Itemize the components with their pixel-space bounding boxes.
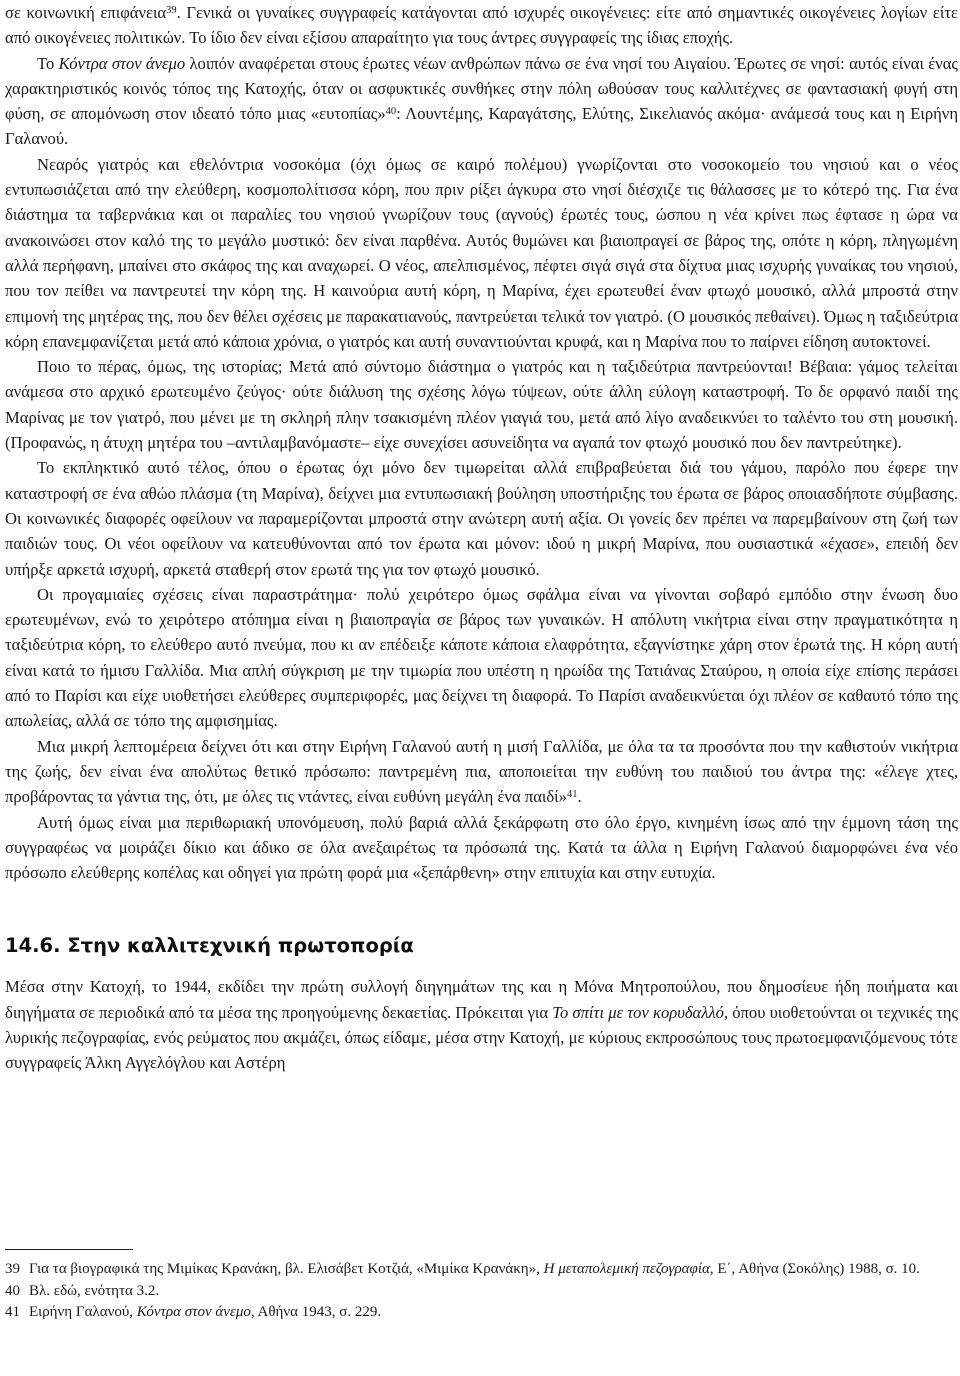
paragraph xyxy=(5,0,958,51)
text-run: , Αθήνα 1943, σ. 229. xyxy=(250,1304,382,1320)
footnote-number: 41 xyxy=(5,1304,20,1320)
footnote-number: 39 xyxy=(5,1261,20,1277)
text-run: Το εκπληκτικό αυτό τέλος, όπου ο έρωτας όχι μόνο δεν τιμωρείται αλλά επιβραβεύεται διά του γάμου, παρόλο που έφερε την καταστροφή σε ένα αθώο πλάσμα (τη Μαρίνα), δείχνει μια εντυπωσιακή βούληση υποστήριξης του έρωτα σε βάρος οποιασδήποτε σύμβασης. Οι κοινωνικές διαφορές οφείλουν να παραμερίζονται μπροστά στην ανώτερη αυτή αξία. Οι γονείς δεν πρέπει να παρεμβαίνουν στη ζωή των παιδιών τους. Οι νέοι οφείλουν να κατευθύνονται από τον έρωτα και μόνον: ιδού η μικρή Μαρίνα, που ουσιαστικά «έχασε», επειδή δεν υπήρξε αρκετά ισχυρή, αρκετά σταθερή στον ερωτά της για τον φτωχό μουσικό. xyxy=(5,458,958,579)
page-body xyxy=(5,0,958,1076)
footnote xyxy=(5,1259,955,1281)
footnote xyxy=(5,1281,955,1303)
section-title: Στην καλλιτεχνική πρωτοπορία xyxy=(67,934,414,958)
italic-text: Κόντρα στον άνεμο xyxy=(58,53,186,73)
text-run: Αυτή όμως είναι μια περιθωριακή υπονόμευση, πολύ βαριά αλλά ξεκάρφωτη στο όλο έργο, κινημένη ίσως από την έμμονη τάση της συγγραφέως να μοιράζει δίκιο και άδικο σε όλα ανεξαιρέτως τα πρόσωπά της. Κατά τα άλλα η Ειρήνη Γαλανού διαμορφώνει ένα νέο πρόσωπο ελεύθερης κοπέλας και οδηγεί για πρώτη φορά μια «ξεπάρθενη» στην επιτυχία και στην ευτυχία. xyxy=(5,812,958,883)
text-run: Νεαρός γιατρός και εθελόντρια νοσοκόμα (όχι όμως σε καιρό πολέμου) γνωρίζονται στο νοσοκομείο του νησιού και ο νέος εντυπωσιάζεται από την ελεύθερη, κοσμοπολίτισσα κόρη, που πριν ρίξει άγκυρα στο νησί διέσχιζε τις θάλασσες με το κότερό της. Για ένα διάστημα τα ταβερνάκια και οι παραλίες του νησιού γνωρίζουν τους (αγνούς) έρωτές τους, ώσπου η νέα κρίνει πως έφτασε η ώρα να ανακοινώσει στον καλό της το μεγάλο μυστικό: δεν είναι παρθένα. Αυτός θυμώνει και βιαιοπραγεί σε βάρος της, οπότε η κόρη, πληγωμένη αλλά περήφανη, μπαίνει στο σκάφος της και αναχωρεί. Ο νέος, απελπισμένος, πέφτει σιγά σιγά στα δίχτυα μιας ισχυρής γυναίκας του νησιού, που τον πείθει να παντρευτεί την κόρη της. Η καινούρια αυτή κόρη, η Μαρίνα, έχει ερωτευθεί έναν φτωχό μουσικό, αλλά μπροστά στην επιμονή της μητέρας της, που δεν θέλει σχέσεις με παρακατιανούς, παντρεύεται τελικά τον γιατρό. (Ο μουσικός πεθαίνει). Όμως η ταξιδεύτρια κόρη επανεμφανίζεται μετά από κάποια χρόνια, ο γιατρός και αυτή συναντιούνται κρυφά, και η Μαρίνα που το παίρνει είδηση αυτοκτονεί. xyxy=(5,154,958,351)
paragraph xyxy=(5,582,958,734)
footnote-ref: 39 xyxy=(166,5,177,16)
paragraph xyxy=(5,734,958,810)
paragraph xyxy=(5,810,958,886)
text-run: σε κοινωνική επιφάνεια xyxy=(5,3,167,22)
section-body-text xyxy=(5,974,958,1075)
paragraph xyxy=(5,974,958,1075)
footnote-list xyxy=(5,1259,955,1324)
text-run: Ποιο το πέρας, όμως, της ιστορίας; Μετά από σύντομο διάστημα ο γιατρός και η ταξιδεύτρια παντρεύονται! Βέβαια: γάμος τελείται ανάμεσα στο αρχικό ερωτευμένο ζεύγος· ούτε διάλυση της σχέσης λόγω τύψεων, ούτε άλλη εύλογη καταστροφή. Το δε ορφανό παιδί της Μαρίνας με τον γιατρό, που μένει με τη σκληρή πλην τσακισμένη πλέον γιαγιά του, μετά από λίγο αναδεικνύει το ταλέντο του στη μουσική. (Προφανώς, η άτυχη μητέρα του –αντιλαμβανόμαστε– είχε συνεχίσει ασυνείδητα να αγαπά τον φτωχό μουσικό που δεν παντρεύτηκε). xyxy=(5,357,958,453)
footnote-number: 40 xyxy=(5,1282,20,1299)
footnote xyxy=(5,1302,955,1324)
text-run: Ειρήνη Γαλανού, xyxy=(29,1304,137,1320)
paragraph xyxy=(5,51,958,152)
paragraph xyxy=(5,354,958,455)
text-run: Για τα βιογραφικά της Μιμίκας Κρανάκη, βλ. Ελισάβετ Κοτζιά, «Μιμίκα Κρανάκη», xyxy=(29,1261,544,1277)
italic-text: Κόντρα στον άνεμο xyxy=(136,1304,251,1320)
text-run: . Γενικά οι γυναίκες συγγραφείς κατάγονται από ισχυρές οικογένειες: είτε από σημαντικές οικογένειες λογίων είτε από οικογένειες πολιτικών. Το ίδιο δεν είναι εξίσου απαραίτητο για τους άντρες συγγραφείς της ίδιας εποχής. xyxy=(5,3,958,48)
footnote-divider xyxy=(5,1249,133,1250)
paragraph xyxy=(5,455,958,581)
body-text xyxy=(5,0,958,885)
text-run: : Λουντέμης, Καραγάτσης, Ελύτης, Σικελιανός ακόμα· ανάμεσά τους και η Ειρήνη Γαλανού. xyxy=(5,104,958,149)
footnote-ref: 40 xyxy=(385,106,397,118)
italic-text: Η μεταπολεμική πεζογραφία xyxy=(543,1261,710,1277)
section-number: 14.6. xyxy=(5,934,61,958)
text-run: Οι προγαμιαίες σχέσεις είναι παραστράτημα· πολύ χειρότερο όμως σφάλμα είναι να γίνονται σοβαρό εμπόδιο στην ένωση δυο ερωτευμένων, ενώ το χειρότερο ατόπημα είναι η βιαιοπραγία σε βάρος των γυναικών. Η απόλυτη νικήτρια είναι στην πραγματικότητα η ταξιδεύτρια κόρη, το ελεύθερο αυτό πνεύμα, που κι αν επέδειξε κάποτε κάποια ελαφρότητα, εξαγνίστηκε χάρη στον έρωτά της. Η κόρη αυτή είναι κατά το ήμισυ Γαλλίδα. Μια απλή σύγκριση με την τιμωρία που υπέστη η ηρωίδα της Τατιάνας Σταύρου, η οποία είχε επίσης περάσει από το Παρίσι και είχε υιοθετήσει ελεύθερες συμπεριφορές, μας δείχνει τη διαφορά. Το Παρίσι αναδεικνύεται όχι πλέον σε καθαυτό τόπο της απωλείας, αλλά σε τόπο της αμφισημίας. xyxy=(5,584,958,731)
section-heading xyxy=(5,933,958,959)
text-run: Βλ. εδώ, ενότητα 3.2. xyxy=(29,1282,160,1299)
text-run: λοιπόν αναφέρεται στους έρωτες νέων ανθρώπων πάνω σε ένα νησί του Αιγαίου. Έρωτες σε νησί: αυτός είναι ένας χαρακτηριστικός κοινός τόπος της Κατοχής, όταν οι ασφυκτικές συνθήκες στην πόλη ωθούσαν τους καλλιτέχνες σε φαντασιακή φυγή στη φύση, σε απομόνωση στον ιδεατό τόπο μιας «ευτοπίας» xyxy=(5,53,958,124)
paragraph xyxy=(5,152,958,354)
text-run: Μια μικρή λεπτομέρεια δείχνει ότι και στην Ειρήνη Γαλανού αυτή η μισή Γαλλίδα, με όλα τα τα προσόντα που την καθιστούν νικήτρια της ζωής, δεν είναι ένα απολύτως θετικό πρόσωπο: παντρεμένη πια, αποποιείται την ευθύνη του παιδιού του άντρα της: «έλεγε χτες, προβάροντας τα γάντια της, ότι, με όλες τις ντάντες, είναι ευθύνη μεγάλη ένα παιδί» xyxy=(5,736,958,807)
text-run: , Ε΄, Αθήνα (Σοκόλης) 1988, σ. 10. xyxy=(709,1261,920,1277)
text-run: Μέσα στην Κατοχή, το 1944, εκδίδει την πρώτη συλλογή διηγημάτων της και η Μόνα Μητροπούλου, που δημοσίευε ήδη ποιήματα και διηγήματα σε περιοδικά από τα μέσα της προηγούμενης δεκαετίας. Πρόκειται για xyxy=(5,977,958,1022)
text-run: . xyxy=(577,787,582,807)
footnotes xyxy=(5,1249,955,1324)
footnote-ref: 41 xyxy=(566,789,578,801)
italic-text: Το σπίτι με τον κορυδαλλό xyxy=(552,1002,724,1022)
text-run: , όπου υιοθετούνται οι τεχνικές της λυρικής πεζογραφίας, ενός ρεύματος που ακμάζει, όπως είδαμε, μέσα στην Κατοχή, με κύριους εκπροσώπους τους πρωτοεμφανιζόμενους τότε συγγραφείς Άλκη Αγγελόγλου και Αστέρη xyxy=(5,1002,958,1073)
text-run: Το xyxy=(37,53,59,73)
